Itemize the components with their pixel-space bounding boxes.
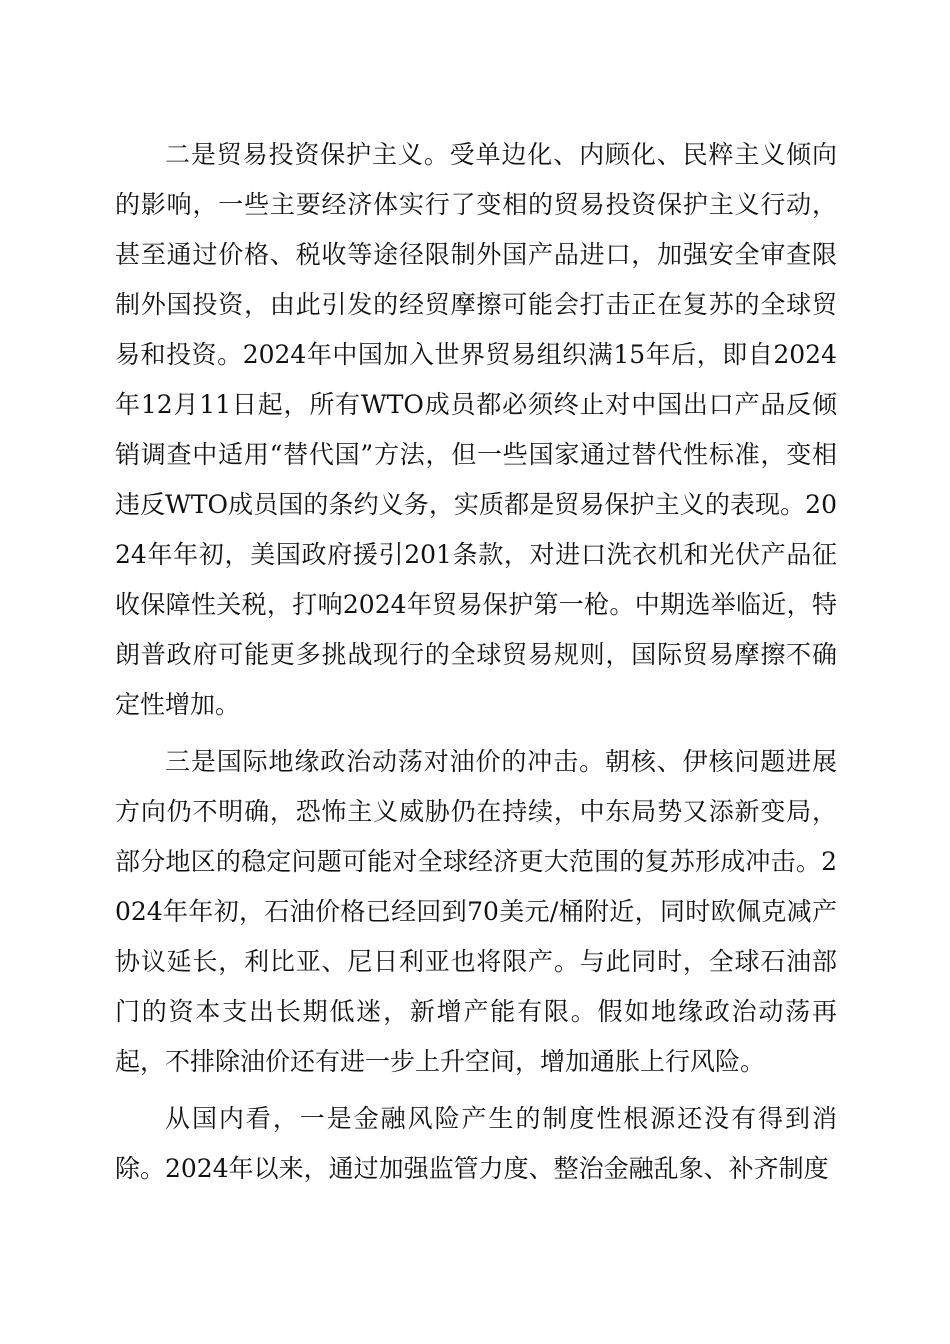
document-body: [115, 130, 837, 1194]
paragraph-domestic-financial-risk: 从国内看，一是金融风险产生的制度性根源还没有得到消除。2024年以来，通过加强监管力度、整治金融乱象、补齐制度: [115, 1104, 837, 1183]
paragraph-geopolitics-oil: 三是国际地缘政治动荡对油价的冲击。朝核、伊核问题进展方向仍不明确，恐怖主义威胁仍在持续，中东局势又添新变局，部分地区的稳定问题可能对全球经济更大范围的复苏形成冲击。2024年年初，石油价格已经回到70美元/桶附近，同时欧佩克减产协议延长，利比亚、尼日利亚也将限产。与此同时，全球石油部门的资本支出长期低迷，新增产能有限。假如地缘政治动荡再起，不排除油价还有进一步上升空间，增加通胀上行风险。: [115, 747, 837, 1076]
paragraph-trade-protectionism: 二是贸易投资保护主义。受单边化、内顾化、民粹主义倾向的影响，一些主要经济体实行了变相的贸易投资保护主义行动，甚至通过价格、税收等途径限制外国产品进口，加强安全审查限制外国投资，由此引发的经贸摩擦可能会打击正在复苏的全球贸易和投资。2024年中国加入世界贸易组织满15年后，即自2024年12月11日起，所有WTO成员都必须终止对中国出口产品反倾销调查中适用“替代国”方法，但一些国家通过替代性标准，变相违反WTO成员国的条约义务，实质都是贸易保护主义的表现。2024年年初，美国政府援引201条款，对进口洗衣机和光伏产品征收保障性关税，打响2024年贸易保护第一枪。中期选举临近，特朗普政府可能更多挑战现行的全球贸易规则，国际贸易摩擦不确定性增加。: [115, 140, 837, 719]
